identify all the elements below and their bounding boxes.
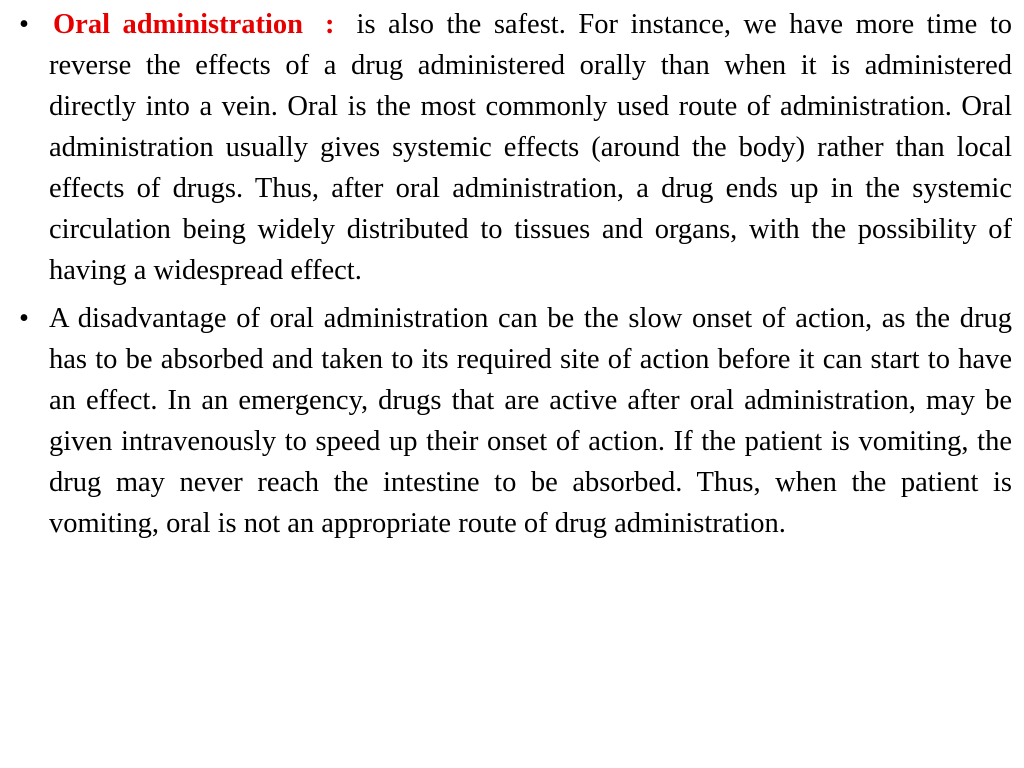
bullet-oral-administration	[14, 4, 1012, 291]
bullet-dot-icon: •	[19, 9, 29, 40]
term-colon: :	[325, 9, 335, 40]
bullet-text-disadvantage: A disadvantage of oral administration can be the slow onset of action, as the drug has to be absorbed and taken to its required site of action before it can start to have an effect. In an emergency, drugs that are active after oral administration, may be given intravenously to speed up their onset of action. If the patient is vomiting, the drug may never reach the intestine to be absorbed. Thus, when the patient is vomiting, oral is not an appropriate route of drug administration.	[49, 303, 1012, 539]
term-oral-administration: Oral administration	[53, 9, 304, 40]
bullet-dot-icon: •	[19, 303, 29, 334]
bullet-disadvantage	[14, 298, 1012, 544]
bullet-text-oral-safety: is also the safest. For instance, we have more time to reverse the effects of a drug administered orally than when it is administered directly into a vein. Oral is the most commonly used route of administration. Oral administration usually gives systemic effects (around the body) rather than local effects of drugs. Thus, after oral administration, a drug ends up in the systemic circulation being widely distributed to tissues and organs, with the possibility of having a widespread effect.	[49, 9, 1012, 286]
bullet-list	[14, 4, 1012, 544]
